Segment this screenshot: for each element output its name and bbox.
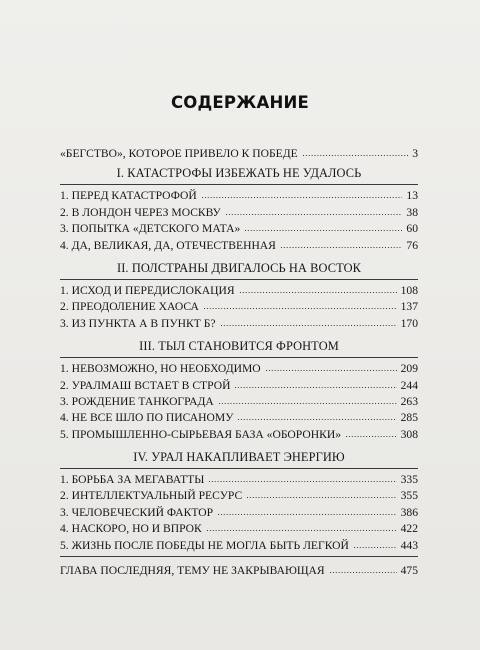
dot-leader	[329, 564, 397, 574]
part-title-3: III. ТЫЛ СТАНОВИТСЯ ФРОНТОМ	[139, 339, 339, 354]
part-title-1: I. КАТАСТРОФЫ ИЗБЕЖАТЬ НЕ УДАЛОСЬ	[116, 166, 362, 181]
toc-entry-page: 137	[400, 300, 418, 314]
toc-entry-label: 5. ПРОМЫШЛЕННО-СЫРЬЕВАЯ БАЗА «ОБОРОНКИ»	[60, 427, 342, 441]
divider-rule	[60, 279, 418, 280]
part-title-4: IV. УРАЛ НАКАПЛИВАЕТ ЭНЕРГИЮ	[133, 450, 345, 465]
toc-entry-label: 5. ЖИЗНЬ ПОСЛЕ ПОБЕДЫ НЕ МОГЛА БЫТЬ ЛЕГКОЙ	[60, 538, 349, 552]
toc-entry-label: 1. БОРЬБА ЗА МЕГАВАТТЫ	[60, 473, 205, 487]
toc-entry	[60, 410, 418, 426]
toc-entry-page: 3	[412, 147, 418, 160]
part-3-chapters	[60, 361, 418, 443]
toc-entry-page: 386	[400, 505, 418, 519]
toc-entry-label: 4. НЕ ВСЕ ШЛО ПО ПИСАНОМУ	[60, 411, 234, 425]
toc-entry-page: 60	[406, 222, 418, 236]
toc-entry-page: 108	[400, 283, 418, 297]
dot-leader	[217, 506, 396, 516]
dot-leader	[208, 473, 396, 483]
toc-entry-page: 76	[406, 238, 418, 252]
toc-entry-page: 170	[400, 316, 418, 330]
toc-entry	[60, 361, 418, 377]
toc-entry-page: 308	[400, 427, 418, 441]
table-of-contents	[60, 146, 418, 579]
toc-entry	[60, 427, 418, 443]
toc-entry-label: «БЕГСТВО», КОТОРОЕ ПРИВЕЛО К ПОБЕДЕ	[60, 147, 298, 160]
dot-leader	[280, 239, 402, 249]
dot-leader	[265, 362, 397, 372]
toc-entry	[60, 521, 418, 537]
toc-entry-label: 3. РОЖДЕНИЕ ТАНКОГРАДА	[60, 394, 214, 408]
toc-entry-page: 285	[400, 411, 418, 425]
dot-leader	[203, 300, 397, 310]
toc-entry	[60, 205, 418, 221]
dot-leader	[225, 206, 403, 216]
dot-leader	[244, 222, 402, 232]
toc-entry-label: 2. ИНТЕЛЛЕКТУАЛЬНЫЙ РЕСУРС	[60, 489, 243, 503]
toc-entry-page: 335	[400, 473, 418, 487]
toc-entry	[60, 505, 418, 521]
toc-entry-label: 4. НАСКОРО, НО И ВПРОК	[60, 522, 202, 536]
dot-leader	[302, 147, 408, 157]
dot-leader	[353, 539, 397, 549]
toc-entry-intro	[60, 146, 418, 162]
toc-entry-label: 2. УРАЛМАШ ВСТАЕТ В СТРОЙ	[60, 378, 231, 392]
toc-entry-label: 1. НЕВОЗМОЖНО, НО НЕОБХОДИМО	[60, 362, 261, 376]
toc-entry-page: 209	[400, 362, 418, 376]
toc-entry	[60, 394, 418, 410]
toc-entry	[60, 472, 418, 488]
toc-entry-label: 4. ДА, ВЕЛИКАЯ, ДА, ОТЕЧЕСТВЕННАЯ	[60, 238, 276, 252]
divider-rule	[60, 184, 418, 185]
toc-entry-page: 422	[400, 522, 418, 536]
toc-entry	[60, 488, 418, 504]
dot-leader	[218, 395, 397, 405]
toc-entry	[60, 238, 418, 254]
toc-entry-label: ГЛАВА ПОСЛЕДНЯЯ, ТЕМУ НЕ ЗАКРЫВАЮЩАЯ	[60, 564, 325, 578]
toc-entry	[60, 188, 418, 204]
dot-leader	[234, 379, 396, 389]
toc-entry	[60, 299, 418, 315]
dot-leader	[237, 411, 396, 421]
toc-entry-label: 3. ПОПЫТКА «ДЕТСКОГО МАТА»	[60, 222, 241, 236]
toc-entry-page: 244	[400, 378, 418, 392]
toc-entry	[60, 316, 418, 332]
toc-entry-label: 3. ИЗ ПУНКТА А В ПУНКТ Б?	[60, 316, 216, 330]
dot-leader	[201, 189, 403, 199]
toc-entry-page: 38	[406, 205, 418, 219]
toc-entry-page: 263	[400, 394, 418, 408]
part-title-2: II. ПОЛСТРАНЫ ДВИГАЛОСЬ НА ВОСТОК	[116, 260, 361, 275]
divider-rule	[60, 468, 418, 469]
toc-entry	[60, 378, 418, 394]
toc-entry-label: 2. ПРЕОДОЛЕНИЕ ХАОСА	[60, 300, 199, 314]
toc-entry-label: 2. В ЛОНДОН ЧЕРЕЗ МОСКВУ	[60, 205, 221, 219]
toc-entry-page: 443	[400, 538, 418, 552]
toc-entry-page: 355	[400, 489, 418, 503]
toc-entry-page: 475	[400, 564, 418, 578]
dot-leader	[220, 317, 397, 327]
toc-entry	[60, 221, 418, 237]
divider-rule	[60, 556, 418, 557]
toc-entry-final	[60, 563, 418, 579]
divider-rule	[60, 357, 418, 358]
toc-entry-page: 13	[406, 189, 418, 203]
toc-entry-label: 1. ПЕРЕД КАТАСТРОФОЙ	[60, 189, 197, 203]
part-1-chapters	[60, 188, 418, 254]
toc-entry-label: 1. ИСХОД И ПЕРЕДИСЛОКАЦИЯ	[60, 283, 235, 297]
dot-leader	[345, 428, 397, 438]
dot-leader	[206, 522, 397, 532]
toc-entry	[60, 283, 418, 299]
part-2-chapters	[60, 283, 418, 332]
toc-entry	[60, 538, 418, 554]
dot-leader	[239, 284, 397, 294]
part-4-chapters	[60, 472, 418, 554]
toc-entry-label: 3. ЧЕЛОВЕЧЕСКИЙ ФАКТОР	[60, 505, 214, 519]
toc-title: СОДЕРЖАНИЕ	[170, 93, 310, 112]
dot-leader	[246, 489, 396, 499]
